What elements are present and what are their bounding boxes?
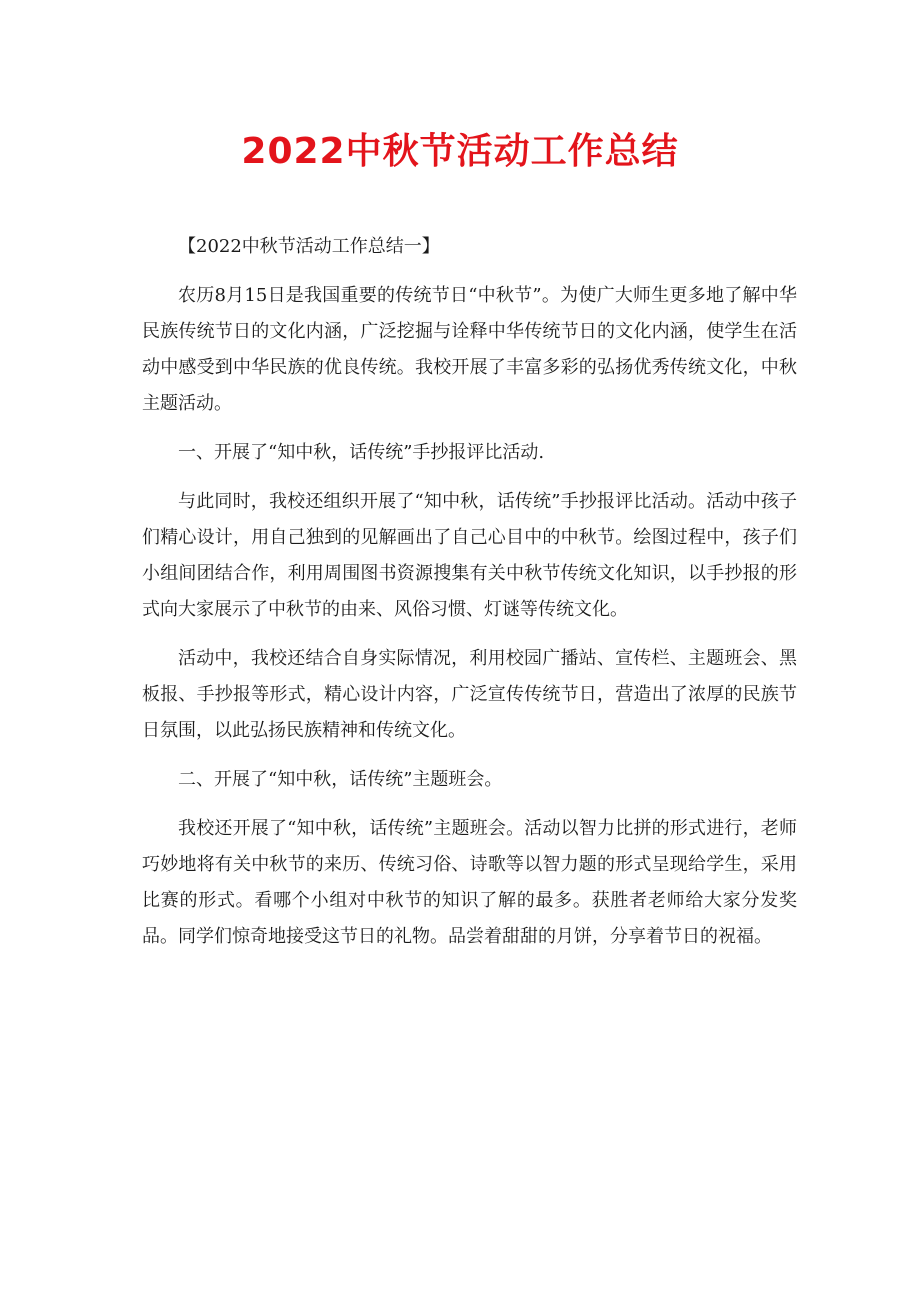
paragraph-handcopy-activity: 与此同时，我校还组织开展了“知中秋，话传统”手抄报评比活动。活动中孩子们精心设计，用自己独到的见解画出了自己心目中的中秋节。绘图过程中，孩子们小组间团结合作，利用周围图书资源搜集有关中秋节传统文化知识，以手抄报的形式向大家展示了中秋节的由来、风俗习惯、灯谜等传统文化。	[142, 491, 797, 620]
document-title: 2022中秋节活动工作总结	[241, 131, 679, 172]
section-heading-two: 二、开展了“知中秋，话传统”主题班会。	[178, 769, 503, 790]
document-body	[142, 229, 797, 968]
paragraph-class-meeting: 我校还开展了“知中秋，话传统”主题班会。活动以智力比拼的形式进行，老师巧妙地将有关中秋节的来历、传统习俗、诗歌等以智力题的形式呈现给学生，采用比赛的形式。看哪个小组对中秋节的知识了解的最多。获胜者老师给大家分发奖品。同学们惊奇地接受这节日的礼物。品尝着甜甜的月饼，分享着节日的祝福。	[142, 818, 797, 947]
paragraph-campus-promotion: 活动中，我校还结合自身实际情况，利用校园广播站、宣传栏、主题班会、黑板报、手抄报等形式，精心设计内容，广泛宣传传统节日，营造出了浓厚的民族节日氛围，以此弘扬民族精神和传统文化。	[142, 648, 797, 741]
paragraph-intro: 农历8月15日是我国重要的传统节日“中秋节”。为使广大师生更多地了解中华民族传统节日的文化内涵，广泛挖掘与诠释中华传统节日的文化内涵，使学生在活动中感受到中华民族的优良传统。我校开展了丰富多彩的弘扬优秀传统文化，中秋主题活动。	[142, 285, 797, 414]
section-subtitle: 【2022中秋节活动工作总结一】	[178, 236, 440, 257]
section-heading-one: 一、开展了“知中秋，话传统”手抄报评比活动.	[178, 442, 545, 463]
